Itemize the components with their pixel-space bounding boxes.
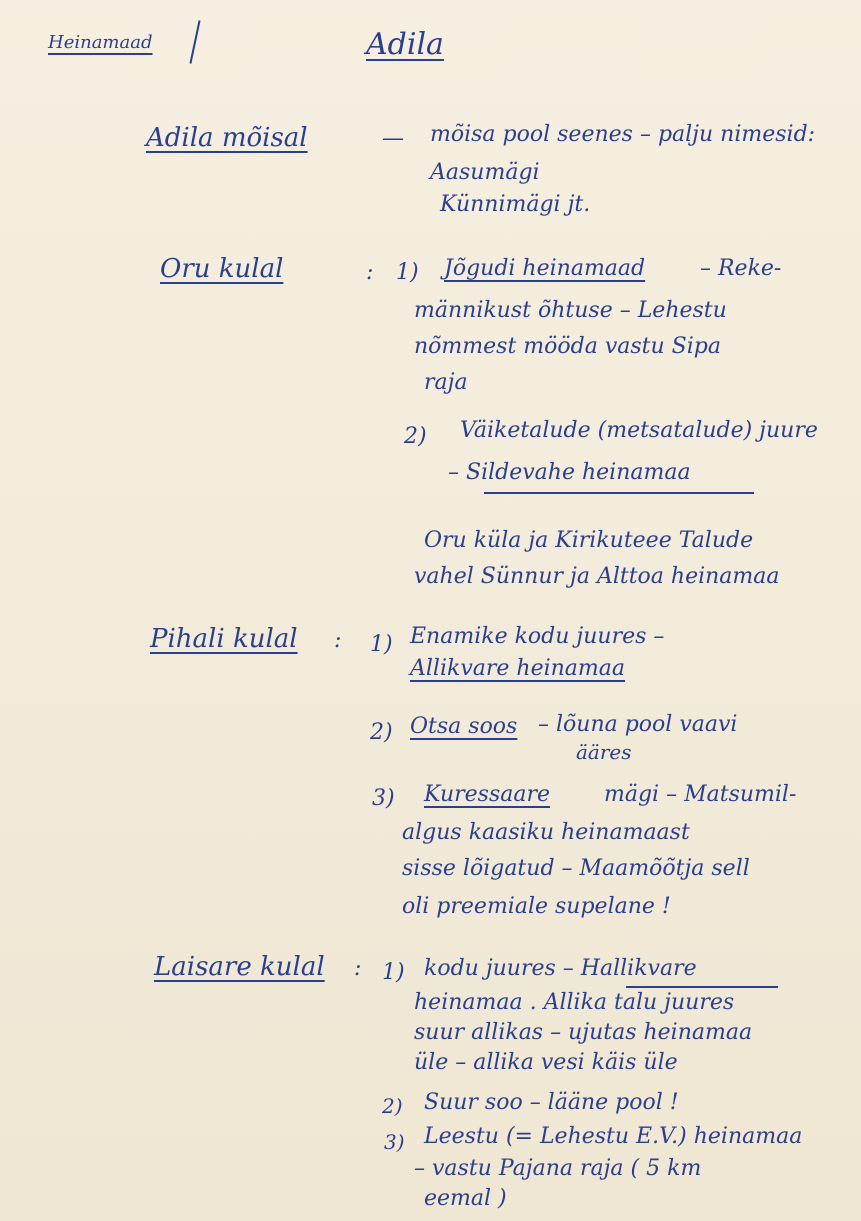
section-label-oru: Oru kulal <box>160 254 284 284</box>
oru-note: Oru küla ja Kirikuteee Talude <box>424 528 754 553</box>
item-number: 1) <box>396 260 419 285</box>
laisare-line: üle – allika vesi käis üle <box>414 1050 678 1075</box>
oru-line: – Sildevahe heinamaa <box>448 460 691 485</box>
slash-mark <box>189 20 200 63</box>
pihali-line: oli preemiale supelane ! <box>402 894 671 919</box>
laisare-line: suur allikas – ujutas heinamaa <box>414 1020 753 1045</box>
item-number: 2) <box>382 1094 403 1118</box>
pihali-line: algus kaasiku heinamaast <box>402 820 690 845</box>
adila-line: Künnimägi jt. <box>440 192 591 217</box>
pihali-line: sisse lõigatud – Maamõõtja sell <box>402 856 750 881</box>
section-colon: : <box>334 628 342 653</box>
adila-line: mõisa pool seenes – palju nimesid: <box>430 122 816 147</box>
item-number: 2) <box>370 720 393 745</box>
laisare-line: eemal ) <box>424 1186 507 1211</box>
item-number: 1) <box>382 960 405 985</box>
item-number: 1) <box>370 632 393 657</box>
page-title: Adila <box>366 27 444 62</box>
adila-line: Aasumägi <box>430 160 540 185</box>
pihali-line: ääres <box>576 740 632 764</box>
section-label-laisare: Laisare kulal <box>154 952 325 982</box>
pihali-line: mägi – Matsumil- <box>604 782 797 807</box>
item-title: Jõgudi heinamaad <box>444 256 646 281</box>
oru-line: – Reke- <box>700 256 782 281</box>
item-title: Kuressaare <box>424 782 551 807</box>
laisare-line: heinamaa . Allika talu juures <box>414 990 735 1015</box>
corner-label: Heinamaad <box>48 32 153 53</box>
item-number: 3) <box>372 786 395 811</box>
laisare-line: – vastu Pajana raja ( 5 km <box>414 1156 702 1181</box>
item-number: 3) <box>384 1130 405 1154</box>
oru-line: männikust õhtuse – Lehestu <box>414 298 727 323</box>
oru-line: nõmmest mööda vastu Sipa <box>414 334 721 359</box>
laisare-line: Suur soo – lääne pool ! <box>424 1090 679 1115</box>
laisare-line: Leestu (= Lehestu E.V.) heinamaa <box>424 1124 803 1149</box>
pihali-line: Allikvare heinamaa <box>410 656 626 681</box>
section-dash: — <box>382 126 404 151</box>
section-label-pihali: Pihali kulal <box>150 624 298 654</box>
section-label-adila: Adila mõisal <box>146 123 308 153</box>
laisare-line: kodu juures – Hallikvare <box>424 956 697 981</box>
oru-note: vahel Sünnur ja Alttoa heinamaa <box>414 564 780 589</box>
oru-line: Väiketalude (metsatalude) juure <box>460 418 818 443</box>
underline <box>484 492 754 494</box>
item-title: Otsa soos <box>410 714 518 739</box>
underline <box>626 986 778 988</box>
section-colon: : <box>366 260 374 285</box>
pihali-line: Enamike kodu juures – <box>410 624 665 649</box>
item-number: 2) <box>404 424 427 449</box>
pihali-line: – lõuna pool vaavi <box>538 712 738 737</box>
oru-line: raja <box>424 370 468 395</box>
section-colon: : <box>354 956 362 981</box>
